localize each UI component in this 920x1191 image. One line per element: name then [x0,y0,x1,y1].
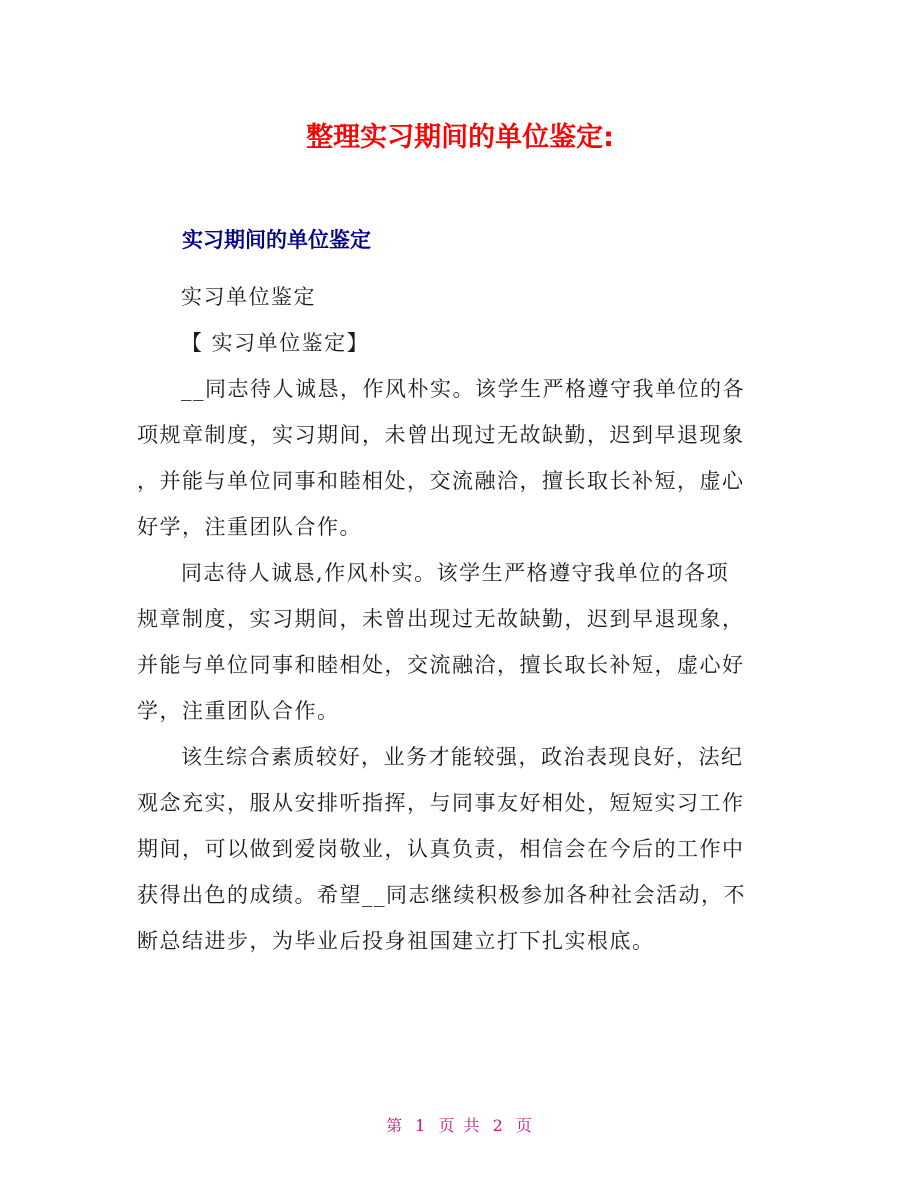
paragraph-line: 观念充实，服从安排听指挥，与同事友好相处，短短实习工作 [137,791,745,815]
paragraph-2 [137,550,787,734]
paragraph-line: 学，注重团队合作。 [137,699,340,723]
paragraph-line: 并能与单位同事和睦相处，交流融洽，擅长取长补短，虚心好 [137,653,745,677]
footer-current-page: 1 [415,1116,428,1135]
paragraph-line: 同志待人诚恳,作风朴实。该学生严格遵守我单位的各项 [181,561,730,585]
page-title: 整理实习期间的单位鉴定: [306,122,614,153]
section-heading: 实习期间的单位鉴定 [182,228,371,252]
bracket-heading: 【 实习单位鉴定】 [181,331,370,355]
paragraph-line: 好学，注重团队合作。 [137,515,362,539]
paragraph-line: 该生综合素质较好，业务才能较强，政治表现良好，法纪 [181,745,744,769]
paragraph-line: 断总结进步，为毕业后投身祖国建立打下扎实根底。 [137,929,655,953]
footer-middle-label: 页 共 [438,1116,482,1135]
page-footer [0,1113,920,1139]
paragraph-1 [137,366,787,550]
paragraph-line: 规章制度，实习期间，未曾出现过无故缺勤，迟到早退现象， [137,607,745,631]
paragraph-3 [137,734,787,964]
paragraph-line: __同志待人诚恳，作风朴实。该学生严格遵守我单位的各 [181,377,745,401]
subtitle: 实习单位鉴定 [181,285,316,309]
paragraph-line: 获得出色的成绩。希望__同志继续积极参加各种社会活动，不 [137,883,746,907]
paragraph-line: 期间，可以做到爱岗敬业，认真负责，相信会在今后的工作中 [137,837,745,861]
footer-suffix: 页 [515,1116,534,1135]
document-body [137,274,787,964]
footer-total-pages: 2 [492,1116,505,1135]
paragraph-line: ，并能与单位同事和睦相处，交流融洽，擅长取长补短，虚心 [137,469,745,493]
footer-prefix: 第 [386,1116,405,1135]
paragraph-line: 项规章制度，实习期间，未曾出现过无故缺勤，迟到早退现象 [137,423,745,447]
